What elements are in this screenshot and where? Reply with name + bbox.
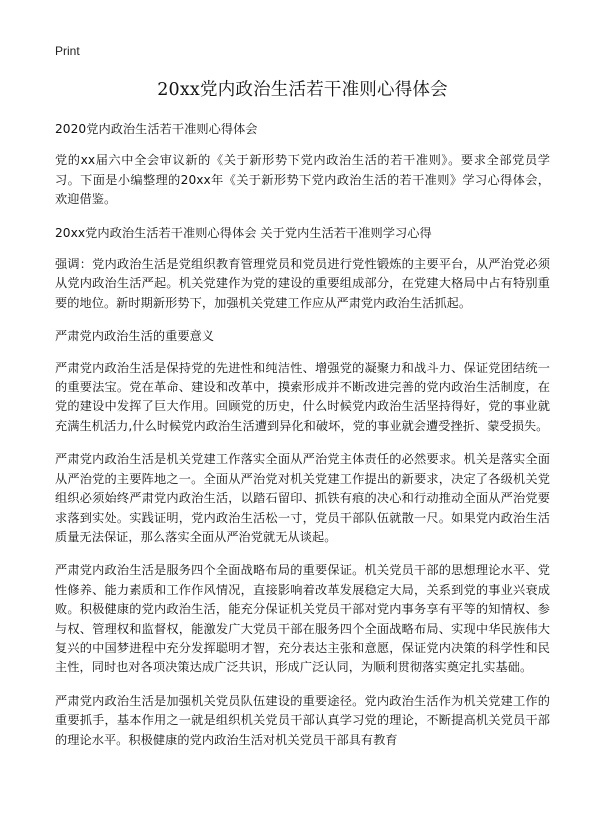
section-heading: 严肃党内政治生活的重要意义 — [55, 329, 215, 344]
section-heading: 20xx党内政治生活若干准则心得体会 关于党内生活若干准则学习心得 — [55, 225, 432, 240]
subtitle-paragraph: 2020党内政治生活若干准则心得体会 — [55, 122, 258, 136]
body-paragraph: 严肃党内政治生活是加强机关党员队伍建设的重要途径。党内政治生活作为机关党建工作的重要抓手，基本作用之一就是组织机关党员干部认真学习党的理论，不断提高机关党员干部的理论水平。积极健康的党内政治生活对机关党员干部具有教育 — [55, 693, 550, 747]
body-paragraph: 严肃党内政治生活是保持党的先进性和纯洁性、增强党的凝聚力和战斗力、保证党团结统一的重要法宝。党在革命、建设和改革中，摸索形成并不断改进完善的党内政治生活制度，在党的建设中发挥了巨大作用。回顾党的历史，什么时候党内政治生活坚持得好，党的事业就充满生机活力,什么时候党内政治生活遭到异化和破坏，党的事业就会遭受挫折、蒙受损失。 — [55, 360, 550, 433]
body-paragraph: 严肃党内政治生活是机关党建工作落实全面从严治党主体责任的必然要求。机关是落实全面从严治党的主要阵地之一。全面从严治党对机关党建工作提出的新要求，决定了各级机关党组织必须始终严肃党内政治生活，以踏石留印、抓铁有痕的决心和行动推动全面从严治党要求落到实处。实践证明，党内政治生活松一寸，党员干部队伍就散一尺。如果党内政治生活质量无法保证，那么落实全面从严治党就无从谈起。 — [55, 452, 550, 544]
intro-paragraph: 党的xx届六中全会审议新的《关于新形势下党内政治生活的若干准则》。要求全部党员学习。下面是小编整理的20xx年《关于新形势下党内政治生活的若干准则》学习心得体会，欢迎借鉴。 — [55, 153, 550, 207]
body-paragraph: 强调：党内政治生活是党组织教育管理党员和党员进行党性锻炼的主要平台，从严治党必须从党内政治生活严起。机关党建作为党的建设的重要组成部分，在党建大格局中占有特别重要的地位。新时期新形势下，加强机关党建工作应从严肃党内政治生活抓起。 — [55, 257, 550, 310]
print-link[interactable]: Print — [55, 44, 80, 58]
document-title: 20xx党内政治生活若干准则心得体会 — [157, 80, 448, 100]
body-paragraph: 严肃党内政治生活是服务四个全面战略布局的重要保证。机关党员干部的思想理论水平、党性修养、能力素质和工作作风情况，直接影响着改革发展稳定大局，关系到党的事业兴衰成败。积极健康的党内政治生活，能充分保证机关党员干部对党内事务享有平等的知情权、参与权、管理权和监督权，能激发广大党员干部在服务四个全面战略布局、实现中华民族伟大复兴的中国梦进程中充分发挥聪明才智，充分表达主张和意愿，保证党内决策的科学性和民主性，同时也对各项决策达成广泛共识，形成广泛认同，为顺利贯彻落实奠定扎实基础。 — [55, 563, 550, 675]
